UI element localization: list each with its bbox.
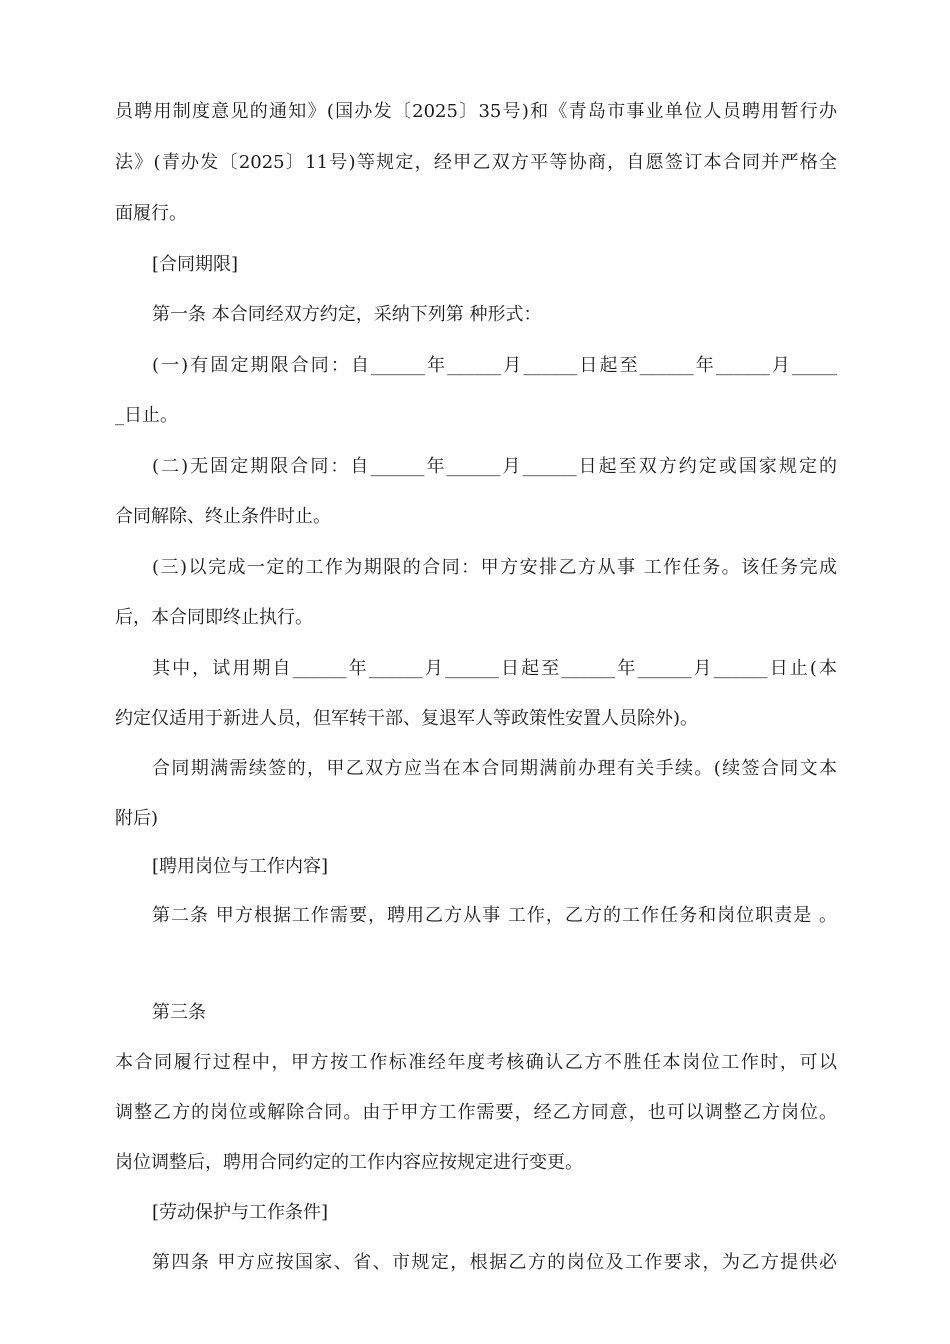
text-line: 合同解除、终止条件时止。 xyxy=(115,506,331,527)
text-line: 岗位调整后，聘用合同约定的工作内容应按规定进行变更。 xyxy=(115,1152,583,1173)
text-line: 合同期满需续签的，甲乙双方应当在本合同期满前办理有关手续。(续签合同文本 xyxy=(152,758,837,779)
text-line: 面履行。 xyxy=(115,203,187,224)
text-line: (三)以完成一定的工作为期限的合同：甲方安排乙方从事 工作任务。该任务完成 xyxy=(152,557,837,578)
section-heading: [聘用岗位与工作内容] xyxy=(152,856,329,877)
text-line: 员聘用制度意见的通知》(国办发〔2025〕35号)和《青岛市事业单位人员聘用暂行办 xyxy=(115,101,837,122)
text-line: 附后) xyxy=(115,808,159,829)
text-line: 调整乙方的岗位或解除合同。由于甲方工作需要，经乙方同意，也可以调整乙方岗位。 xyxy=(115,1102,837,1123)
text-line: 后，本合同即终止执行。 xyxy=(115,607,313,628)
article-line: 第一条 本合同经双方约定，采纳下列第 种形式： xyxy=(152,304,542,325)
text-line: 约定仅适用于新进人员，但军转干部、复退军人等政策性安置人员除外)。 xyxy=(115,708,699,729)
article-line: 第三条 xyxy=(152,1002,206,1023)
article-line: 第四条 甲方应按国家、省、市规定，根据乙方的岗位及工作要求，为乙方提供必 xyxy=(152,1252,837,1273)
text-line: 本合同履行过程中，甲方按工作标准经年度考核确认乙方不胜任本岗位工作时，可以 xyxy=(115,1052,837,1073)
text-line: 其中，试用期自______年______月______日起至______年______月______日止(本 xyxy=(152,658,837,679)
text-line: (二)无固定期限合同：自______年______月______日起至双方约定或国家规定的 xyxy=(152,456,837,477)
text-line: (一)有固定期限合同：自______年______月______日起至______年______月_____ xyxy=(152,355,837,376)
section-heading: [合同期限] xyxy=(152,254,239,275)
text-line: _日止。 xyxy=(115,405,178,426)
text-line: 法》(青办发〔2025〕11号)等规定，经甲乙双方平等协商，自愿签订本合同并严格全 xyxy=(115,152,837,173)
article-line: 第二条 甲方根据工作需要，聘用乙方从事 工作，乙方的工作任务和岗位职责是 。 xyxy=(152,905,837,926)
section-heading: [劳动保护与工作条件] xyxy=(152,1202,329,1223)
